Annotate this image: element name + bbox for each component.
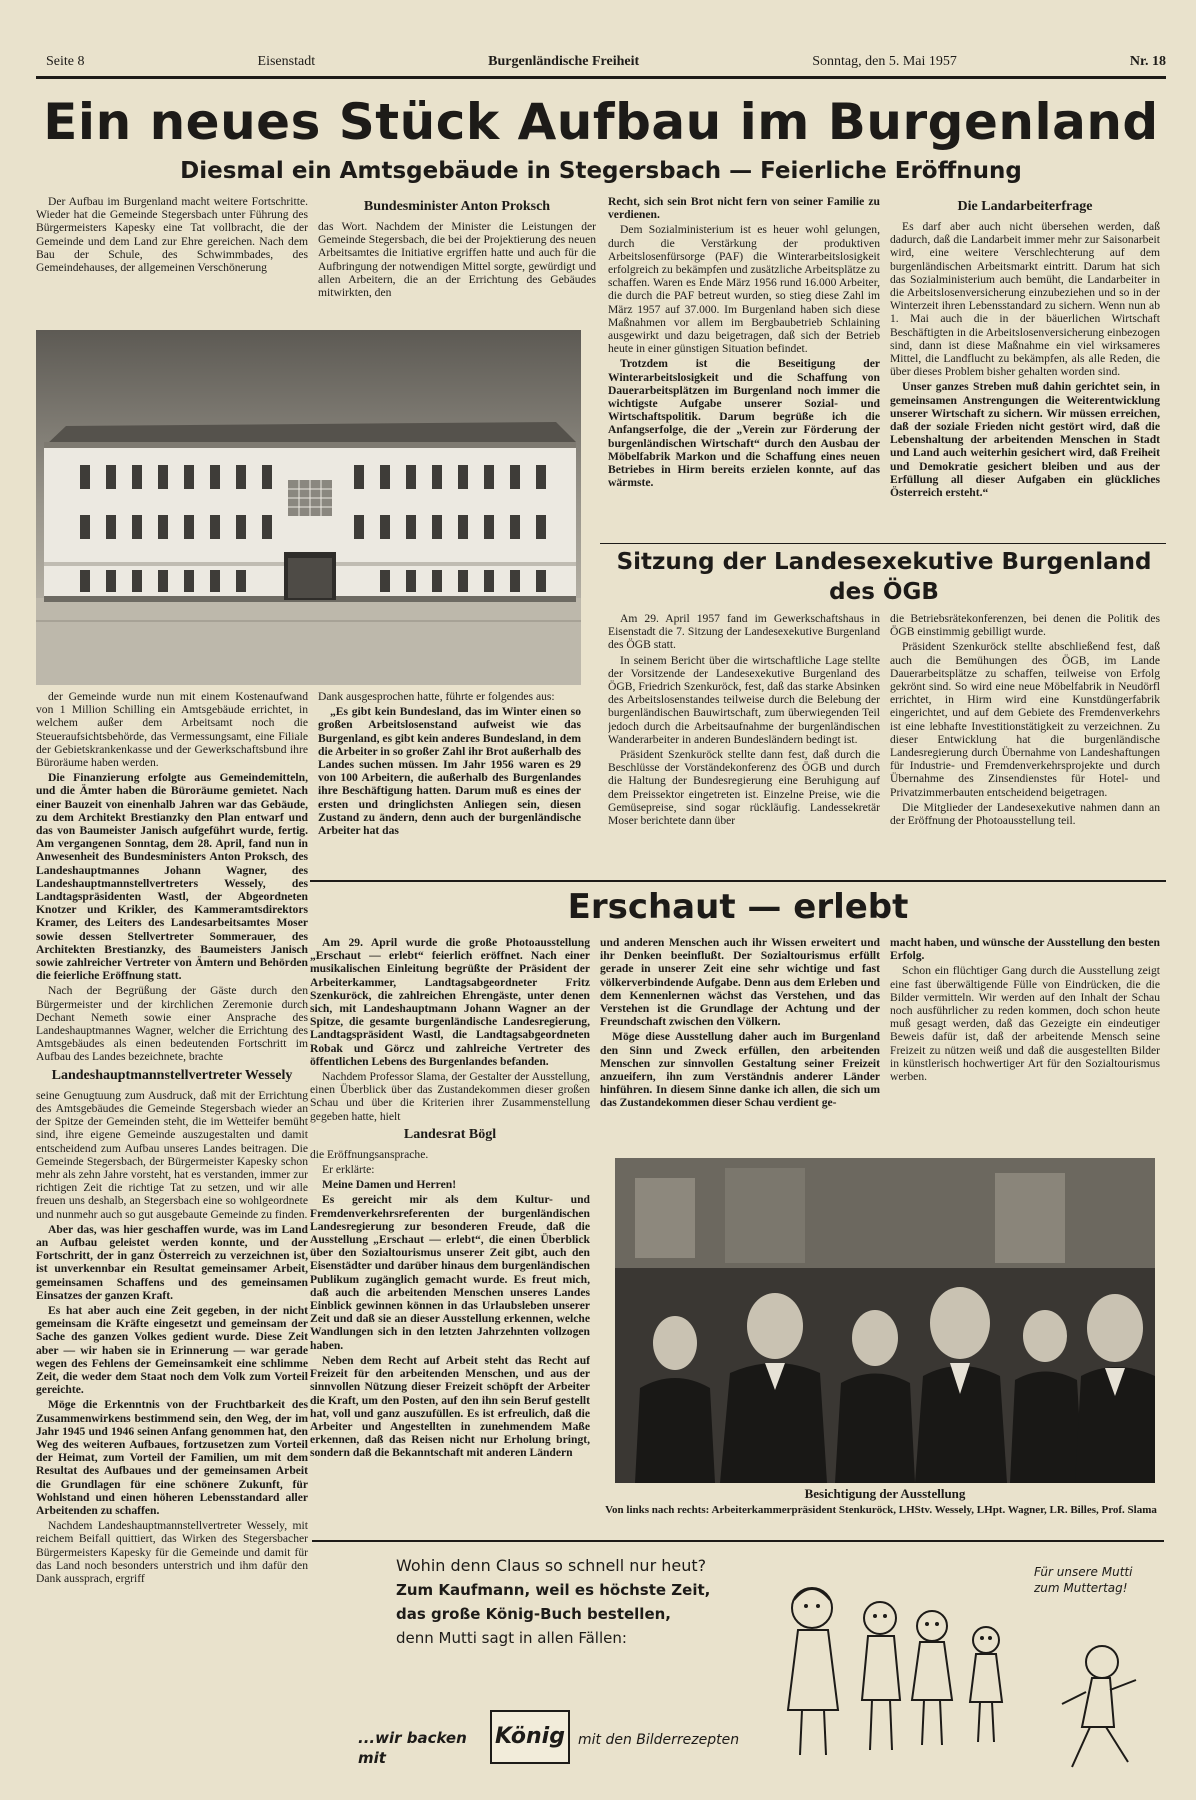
col4-p2: Unser ganzes Streben muß dahin gerichtet sein, in gemeinsamen Anstrengungen die Weiterentwicklung unserer Wirtschaft zu sichern. Wir müssen erreichen, daß der soziale Frieden nicht gestört wird, daß die Lebenshaltung der arbeitenden Menschen in Stadt und Land auch weiterhin gesichert wird, daß Freiheit und Demokratie gesichert bleiben und aus der Erfüllung all dieser Aufgaben ein glückliches Österreich ersteht.“ [890,380,1160,500]
erschaut-p9: Möge diese Ausstellung daher auch im Burgenland den Sinn und Zweck erfüllen, den arbeitenden Menschen zur sinnvollen Gestaltung seiner Freizeit anzueifern, ihn zum Verständnis anderer Länder hinführen. In diesem Sinne danke ich allen, die sich um das Zustandekommen dieser Schau verdient ge- [600,1030,880,1110]
issue-date: Sonntag, den 5. Mai 1957 [812,54,957,69]
column-4 [890,195,1160,545]
proksch-text: das Wort. Nachdem der Minister die Leistungen der Gemeinde Stegersbach, die bei der Projektierung des neuen Arbeitsamtes die Initiative ergriffen hatte und auch für die Aufbringung der notwendigen Mittel sorgte, gewürdigt und allen Arbeitern, die an der Errichtung des Gebäudes mitwirkten, den [318,220,596,300]
oegb-p5: Präsident Szenkuröck stellte abschließend fest, daß auch die Bemühungen des ÖGB, im Lande Dauerarbeitsplätze zu schaffen, teilweise von Erfolg gekrönt sind. So wird eine neue Möbelfabrik in Neudörfl errichtet, in Hirm wird eine Kunstdüngerfabrik eingerichtet, und auf dem Gebiete des Fremdenverkehrs ist eine lebhafte Investitionstätigkeit zu verzeichnen. Zu dieser Entwicklung hat die burgenländische Landesregierung durch Übernahme von Landeshaftungen für Industrie- und Fremdenverkehrsprojekte und durch Übernahme des Zinsendienstes für Hotel- und Privatzimmerbauten entscheidend beigetragen. [890,640,1160,799]
erschaut-rule [310,880,1166,882]
proksch-column [318,195,596,325]
erschaut-p4: Er erklärte: [322,1163,375,1177]
proksch-heading: Bundesminister Anton Proksch [363,199,551,214]
ad-cartoon-family [772,1560,1032,1770]
issue-number: Nr. 18 [1129,54,1166,69]
main-headline: Ein neues Stück Aufbau im Burgenland [43,93,1159,151]
wessely-heading: Landeshauptmannstellvertreter Wessely [51,1067,293,1083]
oegb-column-a [608,612,880,867]
col3-p1: Recht, sich sein Brot nicht fern von seiner Familie zu verdienen. [608,195,880,222]
erschaut-p5: Meine Damen und Herren! [322,1178,457,1192]
ad-side-note: Für unsere Mutti zum Muttertag! [1034,1565,1133,1595]
oegb-p4: die Betriebsrätekonferenzen, bei denen die Politik des ÖGB einstimmig gebilligt wurde. [890,612,1160,639]
col4-p1: Es darf aber auch nicht übersehen werden, daß dadurch, daß die Landarbeit immer mehr zur Saisonarbeit wird, eine weitere Verschlechterung auf dem burgenländischen Arbeitsmarkt eintritt. Darum hat sich das Sozialministerium auch bemüht, die Landarbeiter in die Arbeitslosenversicherung einzubeziehen und so in der Winterzeit ihren Lebensstandard zu sichern. Wenn nun ab 1. Mai auch die in der bäuerlichen Wirtschaft Beschäftigten in die Arbeitslosenversicherung einbezogen sind, dann ist diese Maßnahme ein viel wirksameres Mittel, die Landflucht zu bekämpfen, als alle Reden, die über dieses Problem bisher gehalten worden sind. [890,220,1160,379]
erschaut-p6: Es gereicht mir als dem Kultur- und Fremdenverkehrsreferenten der burgenländischen Landesregierung zur besonderen Freude, daß die Ausstellung „Erschaut — erlebt“, die einen Überblick über den Sozialtourismus unserer Zeit gibt, auch den Eisenstädter und darüber hinaus dem burgenländischen Publikum zugänglich gemacht wurde. Es freut mich, daß auch die arbeitenden Menschen unseres Landes Einblick gewinnen können in das Urlaubsleben unserer Zeit und daß sie an dieser Ausstellung erkennen, welche Wandlungen sich in den letzten Jahrzehnten vollzogen haben. [310,1193,590,1352]
erschaut-column-b [600,936,880,1146]
intro-text: Der Aufbau im Burgenland macht weitere Fortschritte. Wieder hat die Gemeinde Stegersbach unter Führung des Bürgermeisters Kapesky eine Tat vollbracht, die der Gemeinde und dem Land zur Ehre gereichen. Nach dem Bau der Schule, des Schwimmbades, des Gemeindehauses, der allgemeinen Verschönerung [36,195,308,275]
ad-line-5: ...wir backen mit [358,1729,467,1767]
page-header [46,50,1166,74]
erschaut-p8: und anderen Menschen auch ihr Wissen erweitert und ihr Denken beeinflußt. Der Sozialtourismus erfüllt gerade in unserer Zeit eine sehr wichtige und fast völkerverbindende Aufgabe. Denn aus dem Erleben und dem Kennenlernen wächst das Verstehen, und das Verstehen ist die Grundlage der Achtung und der Freundschaft zwischen den Völkern. [600,936,880,1029]
oegb-p6: Die Mitglieder der Landesexekutive nahmen dann an der Eröffnung der Photoausstellung teil. [890,800,1160,828]
ad-line-6: mit den Bilderrezepten [578,1732,740,1748]
erschaut-p2: Nachdem Professor Slama, der Gestalter der Ausstellung, einen Überblick über das Zustandekommen dieser großen Schau und über die Kriterien ihrer Zusammenstellung gegeben hatte, hielt [310,1070,590,1123]
ad-box [312,1540,1164,1798]
boegl-heading: Landesrat Bögl [403,1126,497,1142]
col1-p8: Nachdem Landeshauptmannstellvertreter Wessely, mit reichem Beifall quittiert, das Wirken des Stegersbacher Bürgermeisters Kapesky für die Gemeinde und damit für das Land noch besonders unterstrich und ihm dafür den Dank aussprach, ergriff [36,1519,308,1585]
building-photo [36,330,581,685]
col1-p4: seine Genugtuung zum Ausdruck, daß mit der Errichtung des Amtsgebäudes die Gemeinde Stegersbach wieder an der Spitze der Gemeinden steht, die im Wetteifer bemüht sind, ihre eigene Gemeinde auszugestalten und damit entscheidend zum Aufbau unseres Landes beitragen. Die Gemeinde Stegersbach, der Bürgermeister Kapesky schon mehr als zehn Jahre vorsteht, hat es verstanden, immer zur richtigen Zeit die richtige Tat zu setzen, und wir alle freuen uns deshalb, an Stegersbach eine so wohlgeordnete und nunmehr auch so gut ausgebaute Gemeinde zu finden. [36,1088,308,1221]
ad-line-2: Zum Kaufmann, weil es höchste Zeit, [396,1581,711,1599]
building-illustration [36,330,581,685]
erschaut-p7: Neben dem Recht auf Arbeit steht das Recht auf Freizeit für den arbeitenden Menschen, und aus der sinnvollen Nützung dieser Freizeit schöpft der Arbeiter die Kraft, um den Posten, auf den ihn sein Beruf gestellt hat, voll und ganz auszufüllen. Es ist erfreulich, daß die Arbeiter und Angestellten in zunehmendem Maße erkennen, daß das Reisen nicht nur Erholung bringt, sondern daß die Bekanntschaft mit anderen Ländern [310,1353,590,1460]
main-subheadline: Diesmal ein Amtsgebäude in Stegersbach — Feierliche Eröffnung [180,158,1022,184]
erschaut-p1: Am 29. April wurde die große Photoausstellung „Erschaut — erlebt“ feierlich eröffnet. Nach einer musikalischen Einleitung begrüßte der Präsident der Arbeiterkammer, Landtagsabgeordneter Fritz Szenkuröck, die zahlreichen Ehrengäste, unter denen sich, mit Landeshauptmann Johann Wagner an der Spitze, die gesamte burgenländische Landesregierung, Landtagspräsident Wastl, die Landtagsabgeordneten Robak und Görcz und zahlreiche Vertreter des öffentlichen Lebens des Burgenlandes befanden. [310,936,590,1068]
column-2-top [318,690,581,890]
intro-column [36,195,308,325]
column-3 [608,195,880,545]
erschaut-p10: macht haben, und wünsche der Ausstellung den besten Erfolg. [890,936,1160,963]
photo-caption-text: Von links nach rechts: Arbeiterkammerpräsident Stenkuröck, LHStv. Wessely, LHpt. Wagner, LR. Billes, Prof. Slama [605,1504,1157,1516]
header-rule [36,76,1166,79]
erschaut-p3: die Eröffnungsansprache. [310,1147,429,1161]
erschaut-headline: Erschaut — erlebt [567,887,909,927]
col3-p2: Dem Sozialministerium ist es heuer wohl gelungen, durch die Verstärkung der produktiven Arbeitslosenfürsorge (PAF) die Winterarbeitslosigkeit erfolgreich zu bekämpfen und zusätzliche Arbeitsplätze zu schaffen. Waren es Ende März 1956 rund 16.000 Arbeiter, die durch die PAF betreut wurden, so stieg diese Zahl im März 1957 auf 37.000. Im Burgenland haben sich diese Maßnahmen vor allem im Bergbaubetrieb Schlaining ausgewirkt und dazu beigetragen, daß sich der Betrieb heute in einer günstigen Situation befindet. [608,223,880,356]
oegb-rule [600,543,1166,544]
paper-name: Burgenländische Freiheit [488,54,640,69]
col1-p2: Die Finanzierung erfolgte aus Gemeindemitteln, und die Ämter haben die Büroräume gemietet. Nach einer Bauzeit von einenhalb Jahren war das Gebäude, zu dem Architekt Brestianzky den Plan entwarf und das von Baumeister Janisch aufgeführt wurde, fertig. Am vergangenen Sonntag, dem 28. April, fand nun in Anwesenheit des Bundesministers Anton Proksch, des Landeshauptmannes Johann Wagner, des Landeshauptmannstellvertreters Wessely, des Landtagspräsidenten Wastl, der Abgeordneten Knotzer und Krikler, des Kammeramtsdirektors Kramer, des Leiters des Landesarbeitsamtes Moser sowie dessen Stellvertreter Sommerauer, des Architekten Brestianzky, des Baumeisters Janisch sowie zahlreicher Vertreter von Ämtern und Behörden die feierliche Eröffnung statt. [36,771,308,983]
ad-running-child [1042,1632,1152,1782]
ad-line-4: denn Mutti sagt in allen Fällen: [396,1629,627,1647]
city-name: Eisenstadt [257,54,316,69]
col2-p2: „Es gibt kein Bundesland, das im Winter einen so großen Arbeitslosenstand aufweist wie das Burgenland, es gibt kein anderes Bundesland, in dem die Arbeiter in so großer Zahl ihr Brot außerhalb des Landes suchen müssen. Im Jahr 1956 waren es 29 von 100 Arbeitern, die außerhalb des Burgenlandes ihre Beschäftigung hatten. Darum muß es eines der ersten und dringlichsten Anliegen sein, diesen Zustand zu ändern, denn auch der burgenländische Arbeiter hat das [318,705,581,838]
col1-p3: Nach der Begrüßung der Gäste durch den Bürgermeister und der kirchlichen Zeremonie durch Dechant Nemeth sowie einer Ansprache des Landeshauptmannes Wagner, welcher die Errichtung des Amtsgebäudes als einen bedeutenden Fortschritt im Aufbau des Landes bezeichnete, brachte [36,984,308,1064]
ad-line-3: das große König-Buch bestellen, [396,1605,672,1623]
exhibition-photo [615,1158,1155,1483]
oegb-p2: In seinem Bericht über die wirtschaftliche Lage stellte der Vorsitzende der Landesexekutive Burgenland des ÖGB, Friedrich Szenkuröck, fest, daß das starke Absinken des Arbeitslosenstandes teilweise durch die Belebung der burgenländischen Bauwirtschaft, zum überwiegenden Teil jedoch durch die Arbeitsaufnahme der burgenländischen Wanderarbeiter in anderen Bundesländern bedingt ist. [608,653,880,746]
landarbeit-heading: Die Landarbeiterfrage [957,199,1093,214]
column-1 [36,690,308,1800]
col3-p3: Trotzdem ist die Beseitigung der Winterarbeitslosigkeit und die Schaffung von Dauerarbeitsplätzen im Burgenland noch immer die wichtigste Aufgabe unserer Sozial- und Wirtschaftspolitik. Darum begrüße ich die Anfangserfolge, die der „Verein zur Förderung der burgenländischen Wirtschaft“ durch den Ausbau der Möbelfabrik Markon und die Schaffung eines neuen Betriebes in Hirm bereits erzielen konnte, auf das wärmste. [608,357,880,490]
oegb-p3: Präsident Szenkuröck stellte dann fest, daß durch die Beschlüsse der Vorständekonferenz des ÖGB und durch die Haltung der Bundesregierung eine Beruhigung auf dem Preissektor eingetreten ist. Einzelne Preise, wie die Gemüsepreise, sind sogar rückläufig. Landessekretär Moser berichtete dann über [608,748,880,828]
people-illustration [615,1158,1155,1483]
ad-line-1: Wohin denn Claus so schnell nur heut? [396,1556,707,1575]
erschaut-p11: Schon ein flüchtiger Gang durch die Ausstellung zeigt eine fast überwältigende Fülle von Eindrücken, die die Bilder vermitteln. Wir werden auf den Inhalt der Schau noch ausführlicher zu reden kommen, doch schon heute muß gesagt werden, daß das Gezeigte ein eindeutiger Beweis dafür ist, daß der arbeitende Mensch seine Freizeit zu nützen weiß und daß die ausgestellten Bilder in künstlerisch hochwertiger Art für den Sozialtourismus werben. [890,964,1160,1084]
oegb-p1: Am 29. April 1957 fand im Gewerkschaftshaus in Eisenstadt die 7. Sitzung der Landesexekutive Burgenland des ÖGB statt. [608,612,880,652]
oegb-column-b [890,612,1160,867]
col1-p5: Aber das, was hier geschaffen wurde, was im Land an Aufbau geleistet werden konnte, und der Fortschritt, der in ganz Österreich zu verzeichnen ist, ist unverkennbar ein Resultat gemeinsamer Arbeit, gemeinsamen Schaffens und des gemeinsamen Einsatzes der ganzen Kraft. [36,1222,308,1302]
oegb-headline: Sitzung der Landesexekutive Burgenland des ÖGB [616,549,1152,605]
page-number: Seite 8 [46,54,85,69]
col1-p7: Möge die Erkenntnis von der Fruchtbarkeit des Zusammenwirkens bestimmend sein, den Weg, der im Jahr 1945 und 1946 seinen Anfang genommen hat, den Weg des weiteren Aufbaues, fortzusetzen zum Vorteil der Heimat, zum Vorteil der Familien, um mit dem Resultat des Aufbaues und der gemeinsamen Arbeit die Grundlagen für eine schönere Zukunft, für Wohlstand und einen höheren Lebensstandard aller Arbeitenden zu schaffen. [36,1398,308,1517]
erschaut-column-a [310,936,590,1598]
col2-p1: Dank ausgesprochen hatte, führte er folgendes aus: [318,690,555,703]
ad-brand: König [490,1710,570,1764]
col1-p6: Es hat aber auch eine Zeit gegeben, in der nicht gemeinsam die Kräfte eingesetzt und gemeinsam der Sache des ganzen Volkes gedient wurde. Diese Zeit aber — wir haben sie in Erinnerung — war gerade wegen des Fehlens der Gemeinsamkeit eine schlimme Zeit, die weder dem Staat noch dem Volk zum Vorteil gereichte. [36,1303,308,1397]
photo-caption-title: Besichtigung der Ausstellung [804,1486,966,1501]
col1-p1: der Gemeinde wurde nun mit einem Kostenaufwand von 1 Million Schilling ein Amtsgebäude errichtet, in welchem außer dem Arbeitsamt noch die Steueraufsichtsbehörde, das Vermessungsamt, eine Filiale der Gebietskrankenkasse und der Gewerkschaftsbund ihre Büroräume haben werden. [36,690,308,770]
erschaut-column-c [890,936,1160,1146]
